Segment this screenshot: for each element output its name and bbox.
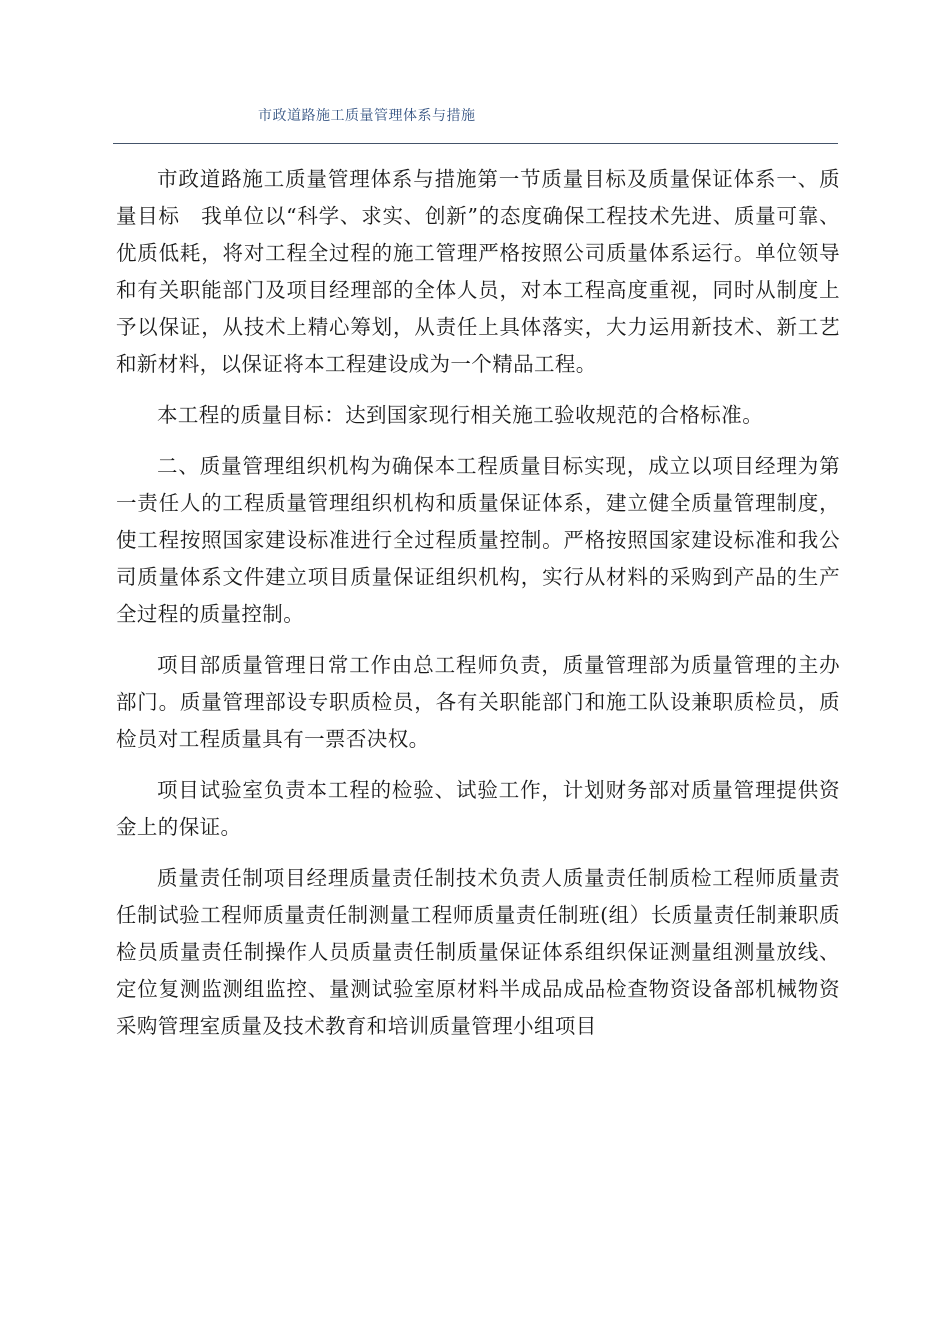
paragraph-organization: 二、质量管理组织机构为确保本工程质量目标实现，成立以项目经理为第一责任人的工程质量管理组织机构和质量保证体系，建立健全质量管理制度，使工程按照国家建设标准进行全过程质量控制。严格按照国家建设标准和我公司质量体系文件建立项目质量保证组织机构，实行从材料的采购到产品的生产全过程的质量控制。: [116, 454, 840, 626]
paragraph-responsibility: 质量责任制项目经理质量责任制技术负责人质量责任制质检工程师质量责任制试验工程师质量责任制测量工程师质量责任制班(组）长质量责任制兼职质检员质量责任制操作人员质量责任制质量保证体系组织保证测量组测量放线、定位复测监测组监控、量测试验室原材料半成品成品检查物资设备部机械物资采购管理室质量及技术教育和培训质量管理小组项目: [116, 866, 840, 1038]
page-header: [113, 100, 838, 144]
paragraph-intro: 市政道路施工质量管理体系与措施第一节质量目标及质量保证体系一、质量目标 我单位以“科学、求实、创新”的态度确保工程技术先进、质量可靠、优质低耗，将对工程全过程的施工管理严格按照公司质量体系运行。单位领导和有关职能部门及项目经理部的全体人员，对本工程高度重视，同时从制度上予以保证，从技术上精心筹划，从责任上具体落实，大力运用新技术、新工艺和新材料，以保证将本工程建设成为一个精品工程。: [116, 167, 840, 376]
paragraph-daily-management: 项目部质量管理日常工作由总工程师负责，质量管理部为质量管理的主办部门。质量管理部设专职质检员，各有关职能部门和施工队设兼职质检员，质检员对工程质量具有一票否决权。: [116, 653, 840, 751]
paragraph-testing-lab: 项目试验室负责本工程的检验、试验工作，计划财务部对质量管理提供资金上的保证。: [116, 778, 840, 839]
document-body: [116, 161, 840, 1059]
header-title: 市政道路施工质量管理体系与措施: [258, 108, 476, 124]
header-divider: [113, 143, 838, 144]
paragraph-quality-goal: 本工程的质量目标：达到国家现行相关施工验收规范的合格标准。: [157, 403, 764, 427]
